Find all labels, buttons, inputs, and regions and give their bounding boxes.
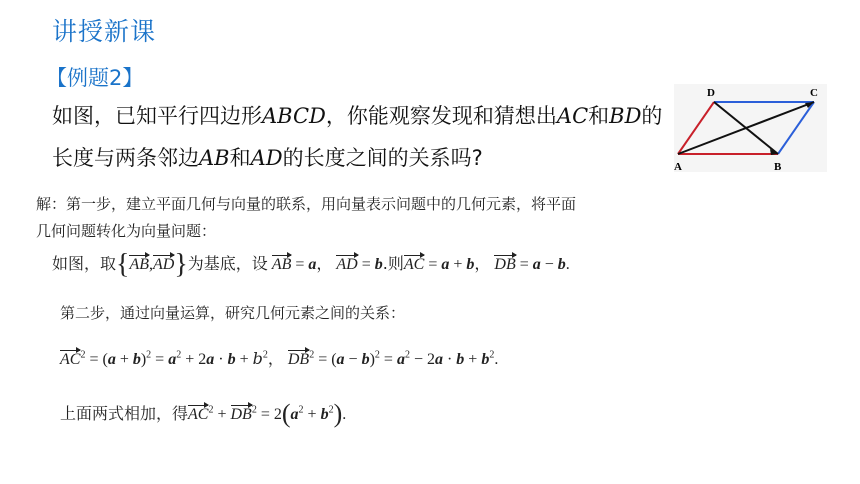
question-line-1: 如图，已知平行四边形ABCD，你能观察发现和猜想出AC和BD的 (52, 104, 663, 128)
sum-line: 上面两式相加，得$AC^2 + DB^2 = 2(a^2 + b^2)$. (60, 399, 347, 428)
step1-line2: 几何问题转化为向量问题： (36, 222, 217, 240)
label-C: C (810, 87, 818, 99)
example-tag: 【例题2】 (46, 66, 144, 90)
parallelogram-figure (674, 84, 827, 172)
label-A: A (674, 161, 682, 172)
question-line-2: 长度与两条邻边AB和AD的长度之间的关系吗? (52, 146, 483, 170)
label-B: B (774, 161, 782, 172)
step1-line1: 解：第一步，建立平面几何与向量的联系，用向量表示问题中的几何元素，将平面 (36, 195, 577, 213)
basis-line: 如图，取{AB,AD}为基底，设 AB = a， AD = b.则AC = a + b， DB = a − b. (52, 249, 570, 280)
parallelogram-svg (674, 84, 827, 172)
square-expansion-line: $AC^2 = (a + b)^2 = a^2 + 2a \cdot b + b^2$， $DB^2 = (a - b)^2 = a^2 - 2a \cdot b + b^2$. (60, 349, 499, 368)
section-heading: 讲授新课 (52, 17, 157, 46)
diagonal-DB (714, 102, 778, 154)
label-D: D (707, 87, 715, 99)
step2-line: 第二步，通过向量运算，研究几何元素之间的关系： (60, 304, 406, 322)
